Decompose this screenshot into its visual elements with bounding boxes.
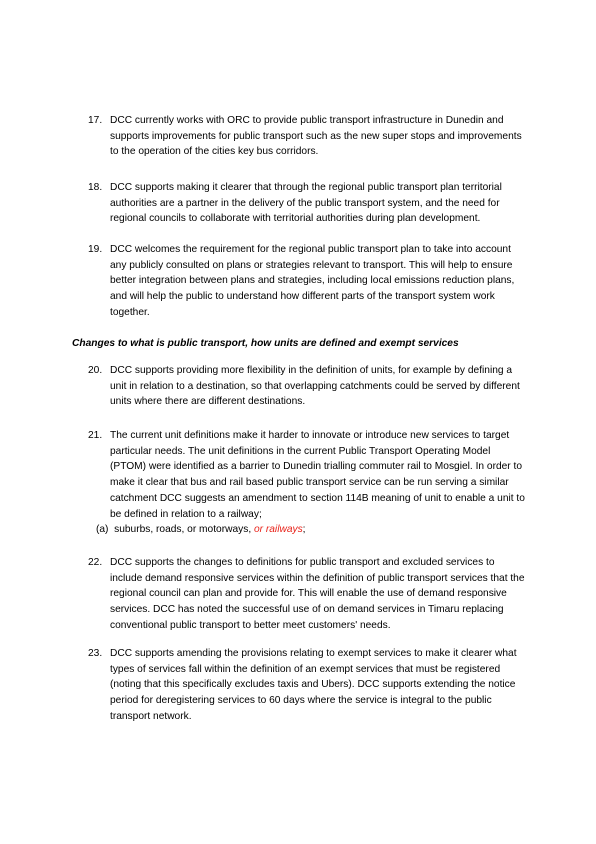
paragraph-23 <box>88 646 528 725</box>
paragraph-number: 22. <box>88 557 103 568</box>
paragraph-20 <box>88 363 528 410</box>
paragraph-number: 23. <box>88 648 103 659</box>
sub-item-end: ; <box>302 524 306 536</box>
paragraph-text: DCC welcomes the requirement for the regional public transport plan to take into account any publicly consulted on plans or strategies relevant to transport. This will help to ensure better integration between plans and strategies, including local emissions reduction plans, and will help the public to understand how different parts of the transport system work together. <box>110 244 515 318</box>
paragraph-18 <box>88 180 528 227</box>
paragraph-number: 20. <box>88 365 103 376</box>
paragraph-text: DCC supports making it clearer that through the regional public transport plan territorial authorities are a partner in the delivery of the public transport system, and the need for regional councils to collaborate with territorial authorities during plan development. <box>110 182 502 225</box>
paragraph-number: 17. <box>88 115 103 126</box>
paragraph-number: 19. <box>88 244 103 255</box>
section-heading: Changes to what is public transport, how units are defined and exempt services <box>72 338 459 349</box>
sub-item-label: (a) <box>96 524 109 536</box>
sub-item-a <box>96 522 528 538</box>
paragraph-22 <box>88 555 528 634</box>
paragraph-text: DCC currently works with ORC to provide public transport infrastructure in Dunedin and supports improvements for public transport such as the new super stops and improvements to the operation of the cities key bus corridors. <box>110 115 522 158</box>
paragraph-number: 18. <box>88 182 103 193</box>
paragraph-number: 21. <box>88 430 103 441</box>
paragraph-17 <box>88 113 528 160</box>
sub-item-text: suburbs, roads, or motorways, <box>114 524 254 536</box>
paragraph-21 <box>88 428 528 538</box>
paragraph-text: DCC supports the changes to definitions for public transport and excluded services to include demand responsive services within the definition of public transport services that the regional council can plan and provide for. This will enable the use of demand responsive services. DCC has noted the successful use of on demand services in Timaru replacing conventional public transport to better meet customers' needs. <box>110 557 525 631</box>
sub-item-red-text: or railways <box>253 524 303 536</box>
paragraph-text: DCC supports amending the provisions relating to exempt services to make it clearer what types of services fall within the definition of an exempt services that must be registered (noting that this specifically excludes taxis and Ubers). DCC supports extending the notice period for deregistering services to 60 days where the service is integral to the public transport network. <box>110 648 517 722</box>
paragraph-text: The current unit definitions make it harder to innovate or introduce new services to target particular needs. The unit definitions in the current Public Transport Operating Model (PTOM) were identified as a barrier to Dunedin trialling commuter rail to Mosgiel. In order to make it clear that bus and rail based public transport service can be run serving a similar catchment DCC suggests an amendment to section 114B meaning of unit to enable a unit to be defined in relation to a railway; <box>110 430 525 520</box>
paragraph-text: DCC supports providing more flexibility in the definition of units, for example by defining a unit in relation to a destination, so that overlapping catchments could be served by different units where there are different destinations. <box>110 365 520 408</box>
paragraph-19 <box>88 242 528 321</box>
